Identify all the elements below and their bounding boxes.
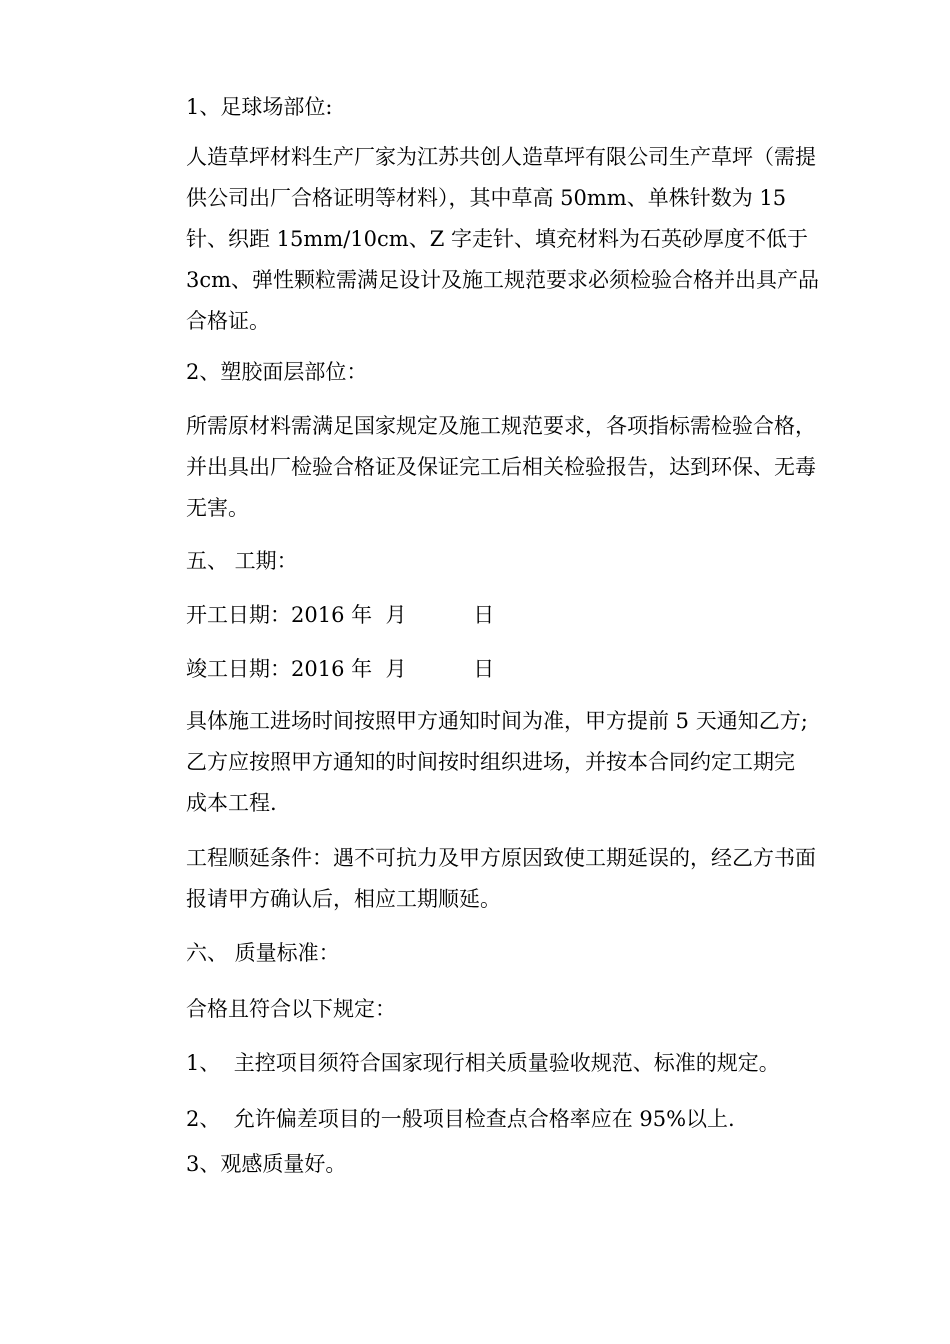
construction-period-heading: 五、 工期： — [186, 549, 298, 573]
quality-intro-line: 合格且符合以下规定： — [186, 997, 396, 1021]
football-field-heading: 1、足球场部位: — [186, 95, 333, 119]
quality-standard-heading: 六、 质量标准： — [186, 941, 340, 965]
schedule-text: 具体施工进场时间按照甲方通知时间为准，甲方提前 5 天通知乙方;乙方应按照甲方通知的时间按时组织进场，并按本合同约定工期完 成本工程. — [186, 709, 809, 815]
completion-date-line: 竣工日期：2016 年 月 日 — [186, 657, 495, 681]
football-field-text: 人造草坪材料生产厂家为江苏共创人造草坪有限公司生产草坪（需提供公司出厂合格证明等材料），其中草高 50mm、单株针数为 15 针、织距 15mm/10cm、Z 字走针、填充材料为石英砂厚度不低于 3cm、弹性颗粒需满足设计及施工规范要求必须检验合格并出具产品合格证。 — [186, 145, 820, 333]
quality-item-3: 3、观感质量好。 — [186, 1152, 347, 1176]
quality-item-2: 2、 允许偏差项目的一般项目检查点合格率应在 95%以上. — [186, 1107, 735, 1131]
extension-text: 工程顺延条件：遇不可抗力及甲方原因致使工期延误的，经乙方书面报请甲方确认后，相应工期顺延。 — [186, 846, 816, 911]
schedule-paragraph — [143, 701, 823, 824]
football-field-paragraph — [143, 137, 823, 342]
plastic-surface-heading: 2、塑胶面层部位： — [186, 360, 368, 384]
start-date-line: 开工日期：2016 年 月 日 — [186, 603, 495, 627]
plastic-surface-paragraph — [143, 406, 823, 529]
quality-item-1: 1、 主控项目须符合国家现行相关质量验收规范、标准的规定。 — [186, 1051, 780, 1075]
extension-paragraph — [143, 838, 823, 920]
plastic-surface-text: 所需原材料需满足国家规定及施工规范要求，各项指标需检验合格，并出具出厂检验合格证及保证完工后相关检验报告，达到环保、无毒无害。 — [186, 414, 816, 520]
